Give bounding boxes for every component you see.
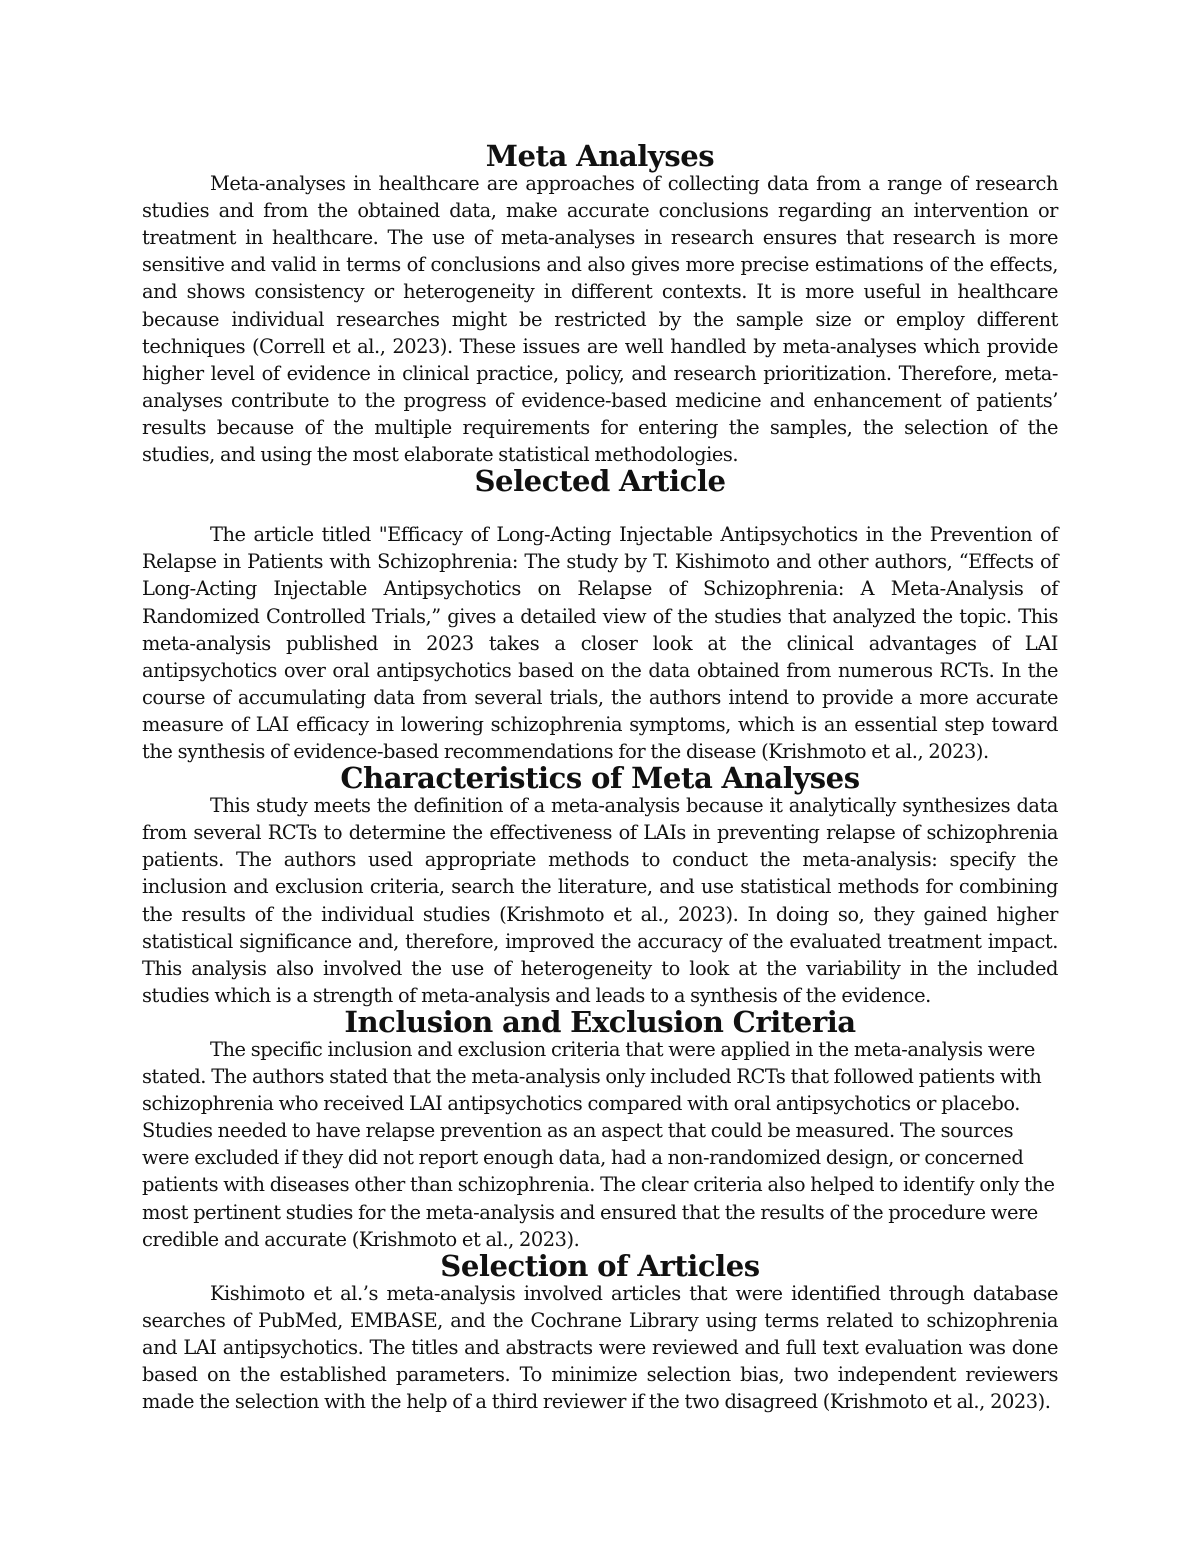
section-heading-selected-article: Selected Article [474,464,726,499]
section-heading-meta-analyses: Meta Analyses [485,139,715,173]
document-page [142,139,1058,1415]
section-paragraph-selection-of-articles: Kishimoto et al.’s meta-analysis involved articles that were identified through database searches of PubMed, EMBASE, and the Cochrane Library using terms related to schizophrenia and LAI antipsychotics. The titles and abstracts were reviewed and full text evaluation was done based on the established parameters. To minimize selection bias, two independent reviewers made the selection with the help of a third reviewer if the two disagreed (Krishmoto et al., 2023). [142,1281,1058,1414]
section-heading-characteristics: Characteristics of Meta Analyses [340,761,860,796]
section-paragraph-selected-article: The article titled "Efficacy of Long-Acting Injectable Antipsychotics in the Prevention of Relapse in Patients with Schizophrenia: The study by T. Kishimoto and other authors, “Effects of Long-Acting Injectable Antipsychotics on Relapse of Schizophrenia: A Meta-Analysis of Randomized Controlled Trials,” gives a detailed view of the studies that analyzed the topic. This meta-analysis published in 2023 takes a closer look at the clinical advantages of LAI antipsychotics over oral antipsychotics based on the data obtained from numerous RCTs. In the course of accumulating data from several trials, the authors intend to provide a more accurate measure of LAI efficacy in lowering schizophrenia symptoms, which is an essential step toward the synthesis of evidence-based recommendations for the disease (Krishmoto et al., 2023). [142,523,1058,763]
section-paragraph-characteristics: This study meets the definition of a meta-analysis because it analytically synthesizes data from several RCTs to determine the effectiveness of LAIs in preventing relapse of schizophrenia patients. The authors used appropriate methods to conduct the meta-analysis: specify the inclusion and exclusion criteria, search the literature, and use statistical methods for combining the results of the individual studies (Krishmoto et al., 2023). In doing so, they gained higher statistical significance and, therefore, improved the accuracy of the evaluated treatment impact. This analysis also involved the use of heterogeneity to look at the variability in the included studies which is a strength of meta-analysis and leads to a synthesis of the evidence. [142,794,1058,1007]
section-paragraph-inclusion-exclusion: The specific inclusion and exclusion criteria that were applied in the meta-analysis were stated. The authors stated that the meta-analysis only included RCTs that followed patients with schizophrenia who received LAI antipsychotics compared with oral antipsychotics or placebo. Studies needed to have relapse prevention as an aspect that could be measured. The sources were excluded if they did not report enough data, had a non-randomized design, or concerned patients with diseases other than schizophrenia. The clear criteria also helped to identify only the most pertinent studies for the meta-analysis and ensured that the results of the procedure were credible and accurate (Krishmoto et al., 2023). [142,1038,1055,1251]
section-heading-selection-of-articles: Selection of Articles [440,1248,760,1283]
section-heading-inclusion-exclusion: Inclusion and Exclusion Criteria [344,1004,856,1039]
section-paragraph-meta-analyses: Meta-analyses in healthcare are approaches of collecting data from a range of research studies and from the obtained data, make accurate conclusions regarding an intervention or treatment in healthcare. The use of meta-analyses in research ensures that research is more sensitive and valid in terms of conclusions and also gives more precise estimations of the effects, and shows consistency or heterogeneity in different contexts. It is more useful in healthcare because individual researches might be restricted by the sample size or employ different techniques (Correll et al., 2023). These issues are well handled by meta-analyses which provide higher level of evidence in clinical practice, policy, and research prioritization. Therefore, meta-analyses contribute to the progress of evidence-based medicine and enhancement of patients’ results because of the multiple requirements for entering the samples, the selection of the studies, and using the most elaborate statistical methodologies. [142,172,1058,467]
